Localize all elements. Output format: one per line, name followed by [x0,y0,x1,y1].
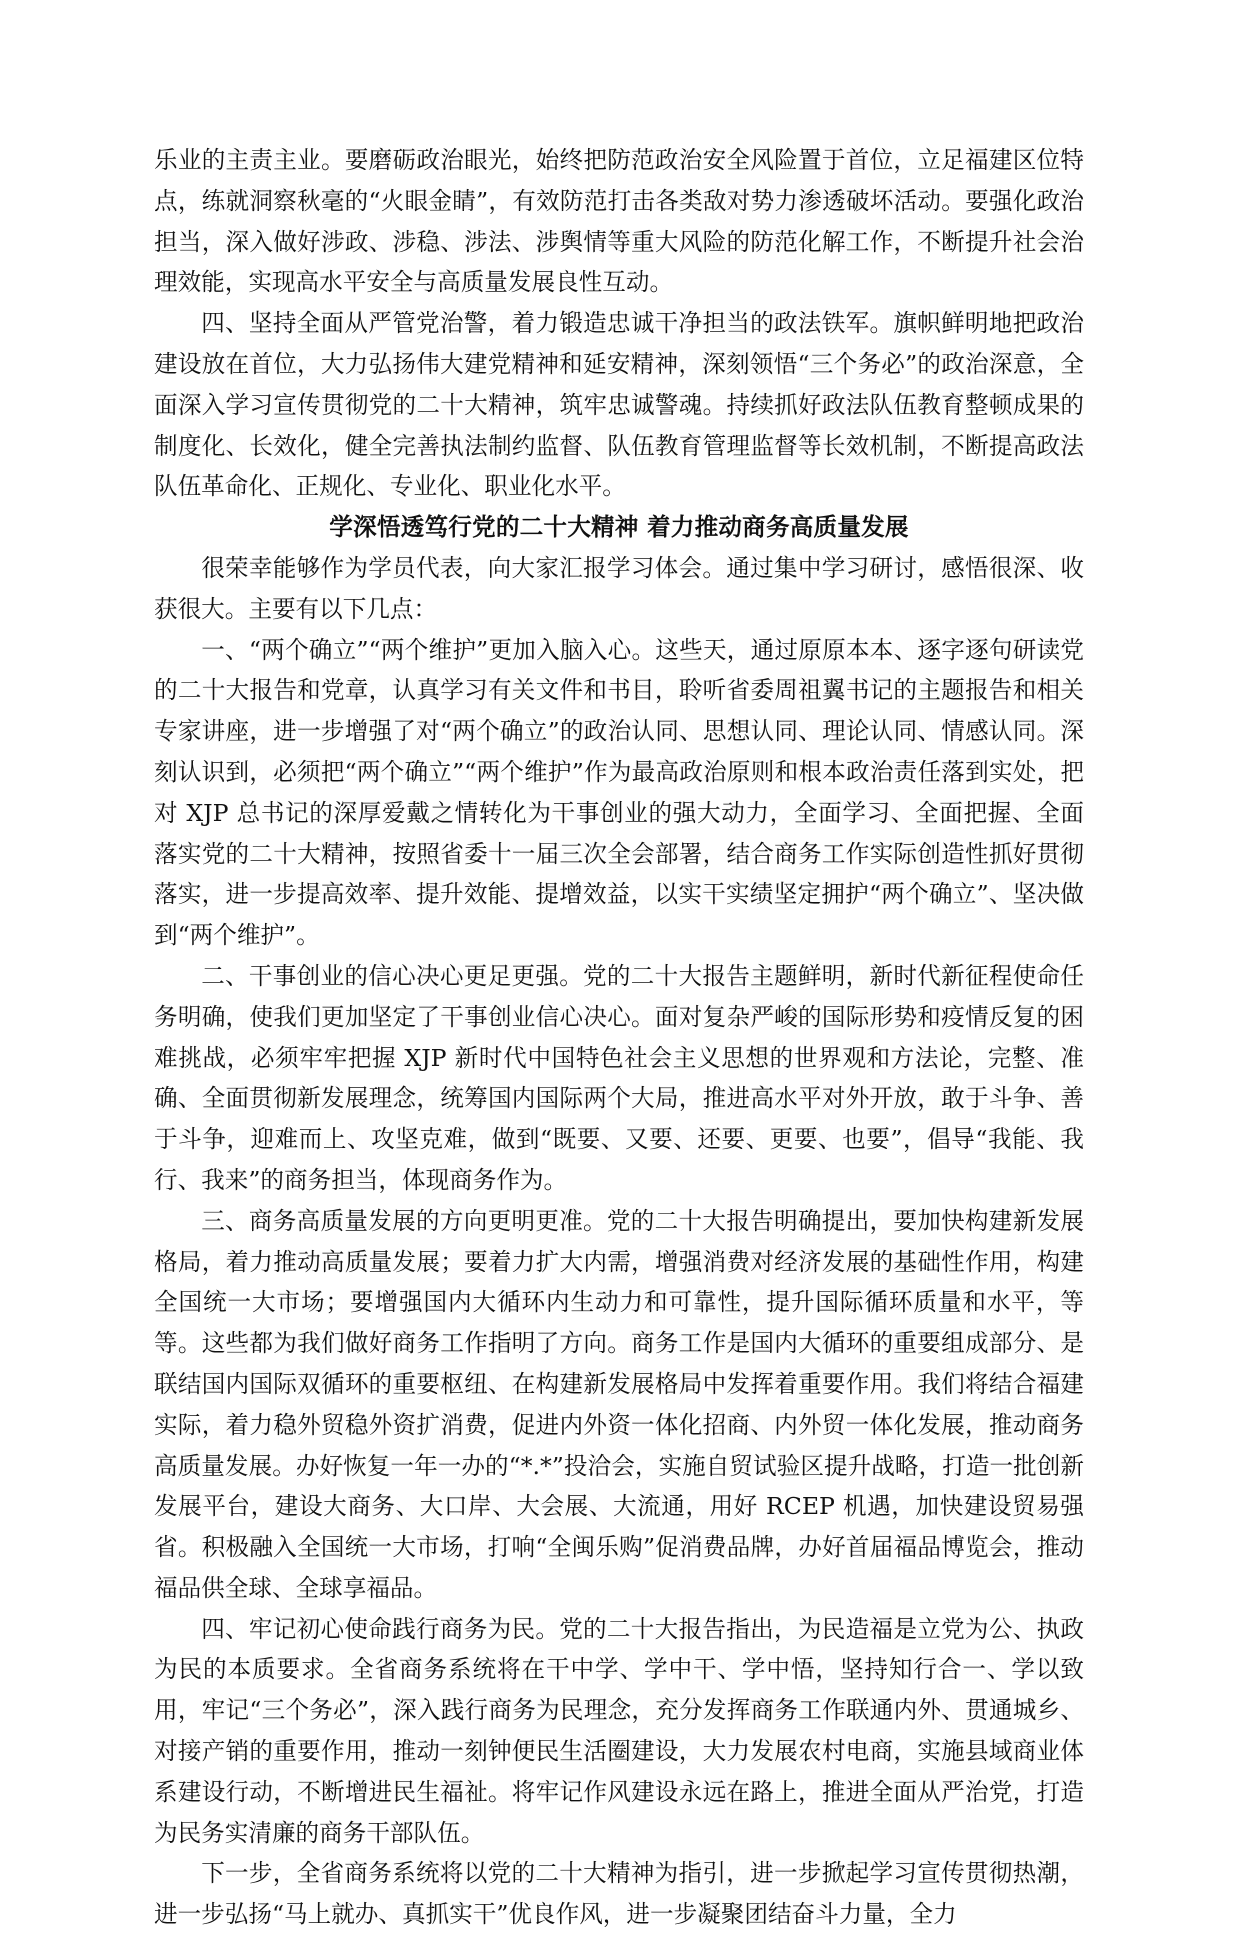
body-paragraph: 很荣幸能够作为学员代表，向大家汇报学习体会。通过集中学习研讨，感悟很深、收获很大。主要有以下几点： [154,553,1084,623]
body-paragraph: 二、干事创业的信心决心更足更强。党的二十大报告主题鲜明，新时代新征程使命任务明确，使我们更加坚定了干事创业信心决心。面对复杂严峻的国际形势和疫情反复的困难挑战，必须牢牢把握 XJP 新时代中国特色社会主义思想的世界观和方法论，完整、准确、全面贯彻新发展理念，统筹国内国际两个大局，推进高水平对外开放，敢于斗争、善于斗争，迎难而上、攻坚克难，做到“既要、又要、还要、更要、也要”，倡导“我能、我行、我来”的商务担当，体现商务作为。 [154,961,1084,1194]
body-paragraph: 三、商务高质量发展的方向更明更准。党的二十大报告明确提出，要加快构建新发展格局，着力推动高质量发展；要着力扩大内需，增强消费对经济发展的基础性作用，构建全国统一大市场；要增强国内大循环内生动力和可靠性，提升国际循环质量和水平，等等。这些都为我们做好商务工作指明了方向。商务工作是国内大循环的重要组成部分、是联结国内国际双循环的重要枢纽、在构建新发展格局中发挥着重要作用。我们将结合福建实际，着力稳外贸稳外资扩消费，促进内外资一体化招商、内外贸一体化发展，推动商务高质量发展。办好恢复一年一办的“*.*”投洽会，实施自贸试验区提升战略，打造一批创新发展平台，建设大商务、大口岸、大会展、大流通，用好 RCEP 机遇，加快建设贸易强省。积极融入全国统一大市场，打响“全闽乐购”促消费品牌，办好首届福品博览会，推动福品供全球、全球享福品。 [154,1206,1084,1602]
body-paragraph: 四、牢记初心使命践行商务为民。党的二十大报告指出，为民造福是立党为公、执政为民的本质要求。全省商务系统将在干中学、学中干、学中悟，坚持知行合一、学以致用，牢记“三个务必”，深入践行商务为民理念，充分发挥商务工作联通内外、贯通城乡、对接产销的重要作用，推动一刻钟便民生活圈建设，大力发展农村电商，实施县域商业体系建设行动，不断增进民生福祉。将牢记作风建设永远在路上，推进全面从严治党，打造为民务实清廉的商务干部队伍。 [154,1614,1084,1847]
body-paragraph: 一、“两个确立”“两个维护”更加入脑入心。这些天，通过原原本本、逐字逐句研读党的二十大报告和党章，认真学习有关文件和书目，聆听省委周祖翼书记的主题报告和相关专家讲座，进一步增强了对“两个确立”的政治认同、思想认同、理论认同、情感认同。深刻认识到，必须把“两个确立”“两个维护”作为最高政治原则和根本政治责任落到实处，把对 XJP 总书记的深厚爱戴之情转化为干事创业的强大动力，全面学习、全面把握、全面落实党的二十大精神，按照省委十一届三次全会部署，结合商务工作实际创造性抓好贯彻落实，进一步提高效率、提升效能、提增效益，以实干实绩坚定拥护“两个确立”、坚决做到“两个维护”。 [154,635,1084,950]
body-paragraph: 四、坚持全面从严管党治警，着力锻造忠诚干净担当的政法铁军。旗帜鲜明地把政治建设放在首位，大力弘扬伟大建党精神和延安精神，深刻领悟“三个务必”的政治深意，全面深入学习宣传贯彻党的二十大精神，筑牢忠诚警魂。持续抓好政法队伍教育整顿成果的制度化、长效化，健全完善执法制约监督、队伍教育管理监督等长效机制，不断提高政法队伍革命化、正规化、专业化、职业化水平。 [154,309,1084,501]
body-paragraph-continued: 乐业的主责主业。要磨砺政治眼光，始终把防范政治安全风险置于首位，立足福建区位特点，练就洞察秋毫的“火眼金睛”，有效防范打击各类敌对势力渗透破坏活动。要强化政治担当，深入做好涉政、涉稳、涉法、涉舆情等重大风险的防范化解工作，不断提升社会治理效能，实现高水平安全与高质量发展良性互动。 [154,146,1084,297]
body-paragraph: 下一步，全省商务系统将以党的二十大精神为指引，进一步掀起学习宣传贯彻热潮，进一步弘扬“马上就办、真抓实干”优良作风，进一步凝聚团结奋斗力量，全力 [154,1859,1084,1929]
document-page [154,140,1084,1935]
section-title: 学深悟透笃行党的二十大精神 着力推动商务高质量发展 [329,513,909,542]
